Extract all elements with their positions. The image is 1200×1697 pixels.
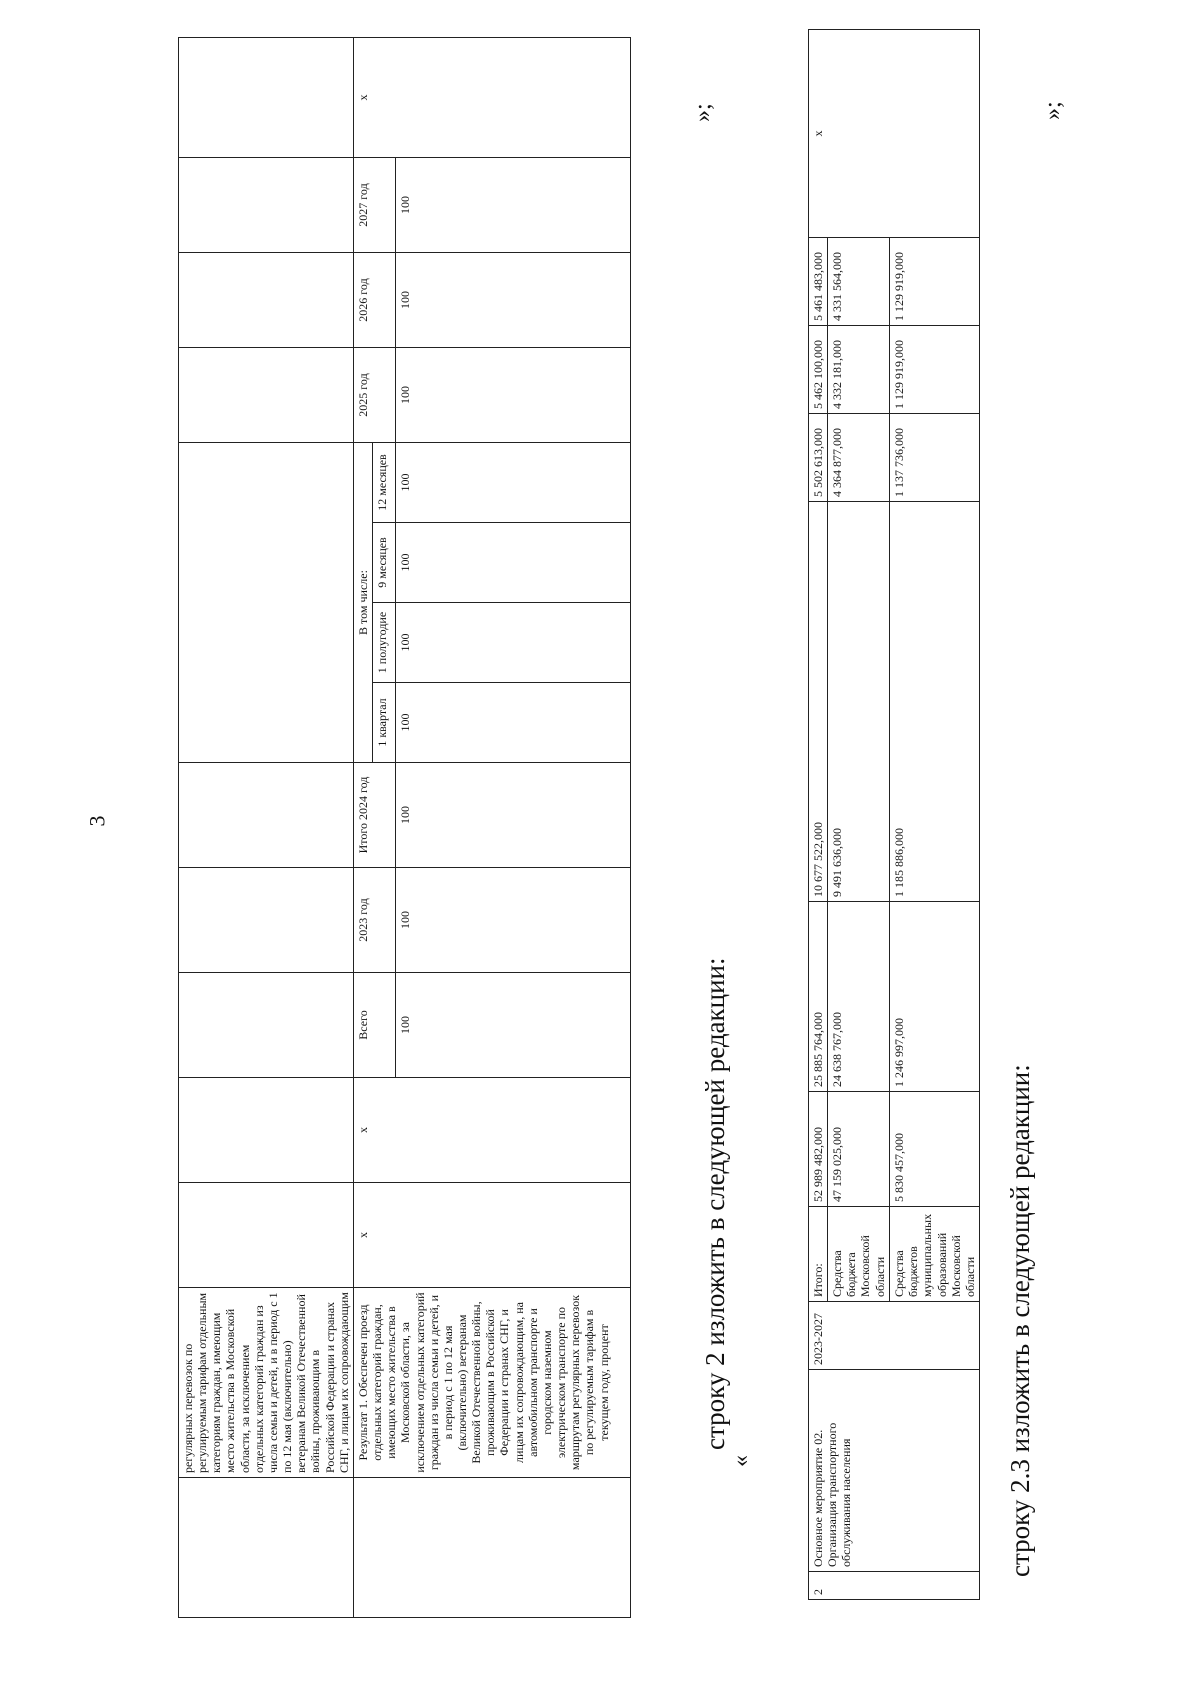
amount-2024: 10 677 522,000: [809, 502, 828, 902]
result-text: Результат 1. Обеспечен проезд отдельных категорий граждан, имеющих место жительства в Московской области, за исключением отдельных категорий граждан из числа семьи и детей, и в период с 1 по 12 мая (включительно) ветеранам Великой Отечественной войны, проживающим в Российской Федерации и странах СНГ, и лицам их сопровождающим, на автомобильном транспорте и городском наземном электрическом транспорте по маршрутам регулярных перевозок по регулируемым тарифам в текущем году, процент: [353, 1288, 630, 1478]
value-cell: 100: [396, 763, 631, 868]
caption-row-2-3: строку 2.3 изложить в следующей редакции:: [1005, 1064, 1035, 1577]
amount-2024: 1 185 886,000: [890, 502, 980, 902]
source-label: Средства бюджетов муниципальных образований Московской области: [890, 1207, 980, 1302]
quote-open: «: [728, 1455, 754, 1467]
value-cell: 100: [396, 253, 631, 348]
amount-total: 52 989 482,000: [809, 1092, 828, 1207]
finance-table: [808, 29, 980, 1600]
value-cell: 100: [396, 973, 631, 1078]
header-incl: В том числе:: [353, 443, 372, 763]
quote-close: »;: [690, 103, 716, 122]
value-cell: 100: [396, 683, 631, 763]
indicator-table: [178, 37, 631, 1618]
header-h1: 1 полугодие: [373, 603, 396, 683]
amount-2023: 1 246 997,000: [890, 902, 980, 1092]
header-2025: 2025 год: [353, 348, 395, 443]
value-cell: 100: [396, 868, 631, 973]
header-2026: 2026 год: [353, 253, 395, 348]
amount-2027: 4 331 564,000: [828, 238, 890, 326]
x-cell: х: [353, 1078, 630, 1183]
header-q1: 1 квартал: [373, 683, 396, 763]
header-itogo-2024: Итого 2024 год: [353, 763, 395, 868]
header-2023: 2023 год: [353, 868, 395, 973]
header-total: Всего: [353, 973, 395, 1078]
header-9m: 9 месяцев: [373, 523, 396, 603]
source-label: Итого:: [809, 1207, 828, 1302]
amount-2023: 25 885 764,000: [809, 902, 828, 1092]
amount-2024: 9 491 636,000: [828, 502, 890, 902]
period: 2023-2027: [809, 1302, 980, 1370]
amount-2026: 4 332 181,000: [828, 326, 890, 414]
x-cell: х: [353, 1183, 630, 1288]
amount-2026: 1 129 919,000: [890, 326, 980, 414]
header-12m: 12 месяцев: [373, 443, 396, 523]
caption-row-2: строку 2 изложить в следующей редакции:: [700, 957, 730, 1450]
amount-2023: 24 638 767,000: [828, 902, 890, 1092]
x-cell: х: [809, 30, 980, 238]
x-cell: х: [353, 38, 630, 158]
amount-2025: 4 364 877,000: [828, 414, 890, 502]
value-cell: 100: [396, 523, 631, 603]
measure-name: Основное мероприятие 02. Организация транспортного обслуживания населения: [809, 1370, 980, 1572]
row-number: 2: [809, 1572, 980, 1600]
amount-2025: 5 502 613,000: [809, 414, 828, 502]
prev-row-text: регулярных перевозок по регулируемым тарифам отдельным категориям граждан, имеющим место жительства в Московской области, за исключением отдельных категорий граждан из числа семьи и детей, и в период с 1 по 12 мая (включительно) ветеранам Великой Отечественной войны, проживающим в Российской Федерации и странах СНГ, и лицам их сопровождающим: [179, 1288, 354, 1478]
header-2027: 2027 год: [353, 158, 395, 253]
page-number: 3: [84, 815, 110, 827]
value-cell: 100: [396, 348, 631, 443]
table-row: [353, 38, 372, 1618]
amount-total: 5 830 457,000: [890, 1092, 980, 1207]
table-row: [809, 30, 828, 1600]
value-cell: 100: [396, 443, 631, 523]
value-cell: 100: [396, 158, 631, 253]
amount-2027: 1 129 919,000: [890, 238, 980, 326]
amount-total: 47 159 025,000: [828, 1092, 890, 1207]
source-label: Средства бюджета Московской области: [828, 1207, 890, 1302]
table-row: [179, 38, 354, 1618]
amount-2026: 5 462 100,000: [809, 326, 828, 414]
quote-close: »;: [1040, 101, 1066, 120]
amount-2027: 5 461 483,000: [809, 238, 828, 326]
amount-2025: 1 137 736,000: [890, 414, 980, 502]
value-cell: 100: [396, 603, 631, 683]
